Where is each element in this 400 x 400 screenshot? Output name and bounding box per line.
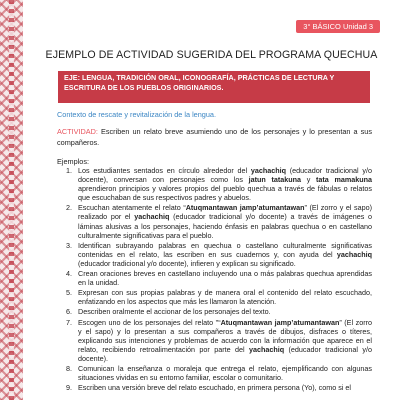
list-item [57,383,372,392]
list-item-text [78,241,372,268]
examples-list [57,166,372,393]
list-item-text [78,269,372,287]
text-run: Describen oralmente el accionar de los personajes del texto. [78,307,271,317]
list-item-number: 2. [66,203,72,213]
emphasized-term: jatun tatakuna [248,175,302,185]
list-item-text [78,307,372,316]
list-item [57,203,372,239]
emphasized-term: yachachiq [134,212,170,222]
list-item-text [78,288,372,306]
list-item-number: 5. [66,288,72,298]
text-run: Escriben una versión breve del relato escuchado, en primera persona (Yo), como si el [78,383,352,393]
emphasized-term: Atuqmantawan jamp’atumantawan [185,203,305,213]
text-run: Escuchan atentamente el relato “ [78,203,186,213]
list-item [57,166,372,202]
emphasized-term: yachachiq [336,249,372,259]
list-item-number: 9. [66,383,72,393]
text-run: (educador tradicional y/o docente) a través de imágenes o láminas alusivas a los personajes, haciendo énfasis en palabras quechua o en castellano culturalmente significativas para el pueblo. [78,212,372,240]
list-item [57,364,372,382]
text-run: ” (El zorro y el sapo) realizado por el [78,203,372,222]
decorative-side-border [0,0,23,400]
list-item-text [78,203,372,239]
text-run: (educador tradicional y/o docente), infieren y explican su significado. [78,258,296,268]
activity-text: Escriben un relato breve asumiendo uno de los personajes y lo presentan a sus compañeros. [57,127,372,147]
activity-paragraph [57,127,372,148]
emphasized-term: yachachiq [250,166,287,175]
context-line: Contexto de rescate y revitalización de la lengua. [57,110,217,119]
emphasized-term: tata mamakuna [316,175,373,185]
emphasized-term: yachachiq [248,344,285,354]
activity-label: ACTIVIDAD: [57,127,98,136]
list-item-text [78,383,372,392]
text-run: aprendieron principios y valores propios del pueblo quechua a través de fábulas o relatos que escuchaban de sus respectivos padres y abuelos. [78,184,372,203]
emphasized-term: Atuqmantawan jamp’atumantawan [220,317,340,327]
list-item [57,288,372,306]
list-item [57,307,372,316]
text-run: Identifican subrayando palabras en quechua o castellano culturalmente significativas contenidas en el relato, las escriben en sus cuadernos y, con ayuda del [78,240,372,259]
list-item [57,318,372,363]
grade-badge: 3° BÁSICO Unidad 3 [296,20,380,33]
list-item-text [78,318,372,363]
list-item-number: 6. [66,307,72,317]
list-item-text [78,166,372,202]
eje-banner: EJE: LENGUA, TRADICIÓN ORAL, ICONOGRAFÍA, PRÁCTICAS DE LECTURA Y ESCRITURA DE LOS PUEBLOS ORIGINARIOS. [58,71,370,103]
text-run: (educador tradicional y/o docente), conversan con personajes como los [78,166,372,185]
text-run: y [301,175,316,185]
text-run: Los estudiantes sentados en círculo alrededor del [78,166,251,175]
list-item-text [78,364,372,382]
page-title: EJEMPLO DE ACTIVIDAD SUGERIDA DEL PROGRAMA QUECHUA [45,49,378,61]
list-item-number: 4. [66,269,72,279]
text-run: Expresan con sus propias palabras y de manera oral el contenido del relato escuchado, enfatizando en los aspectos que más les llamaron la atención. [78,288,372,307]
list-item-number: 3. [66,240,72,250]
list-item [57,269,372,287]
text-run: (educador tradicional y/o docente). [78,344,372,363]
list-item [57,241,372,268]
list-item-number: 1. [66,166,72,175]
list-item-number: 7. [66,317,72,327]
text-run: Escogen uno de los personajes del relato "“ [78,317,221,327]
text-run: ” (El zorro y el sapo) y lo presentan a sus compañeros a través de dibujos, disfraces o títeres, explicando sus intenciones y problemas de acuerdo con la información que aparece en el relato, recibiendo retroalimentación por parte del [78,317,372,354]
examples-label: Ejemplos: [57,157,90,166]
list-item-number: 8. [66,363,72,373]
text-run: Comunican la enseñanza o moraleja que entrega el relato, ejemplificando con algunas situaciones vividas en su entorno familiar, escolar o comunitario. [78,363,372,383]
text-run: Crean oraciones breves en castellano incluyendo una o más palabras quechua aprendidas en la unidad. [78,269,372,288]
